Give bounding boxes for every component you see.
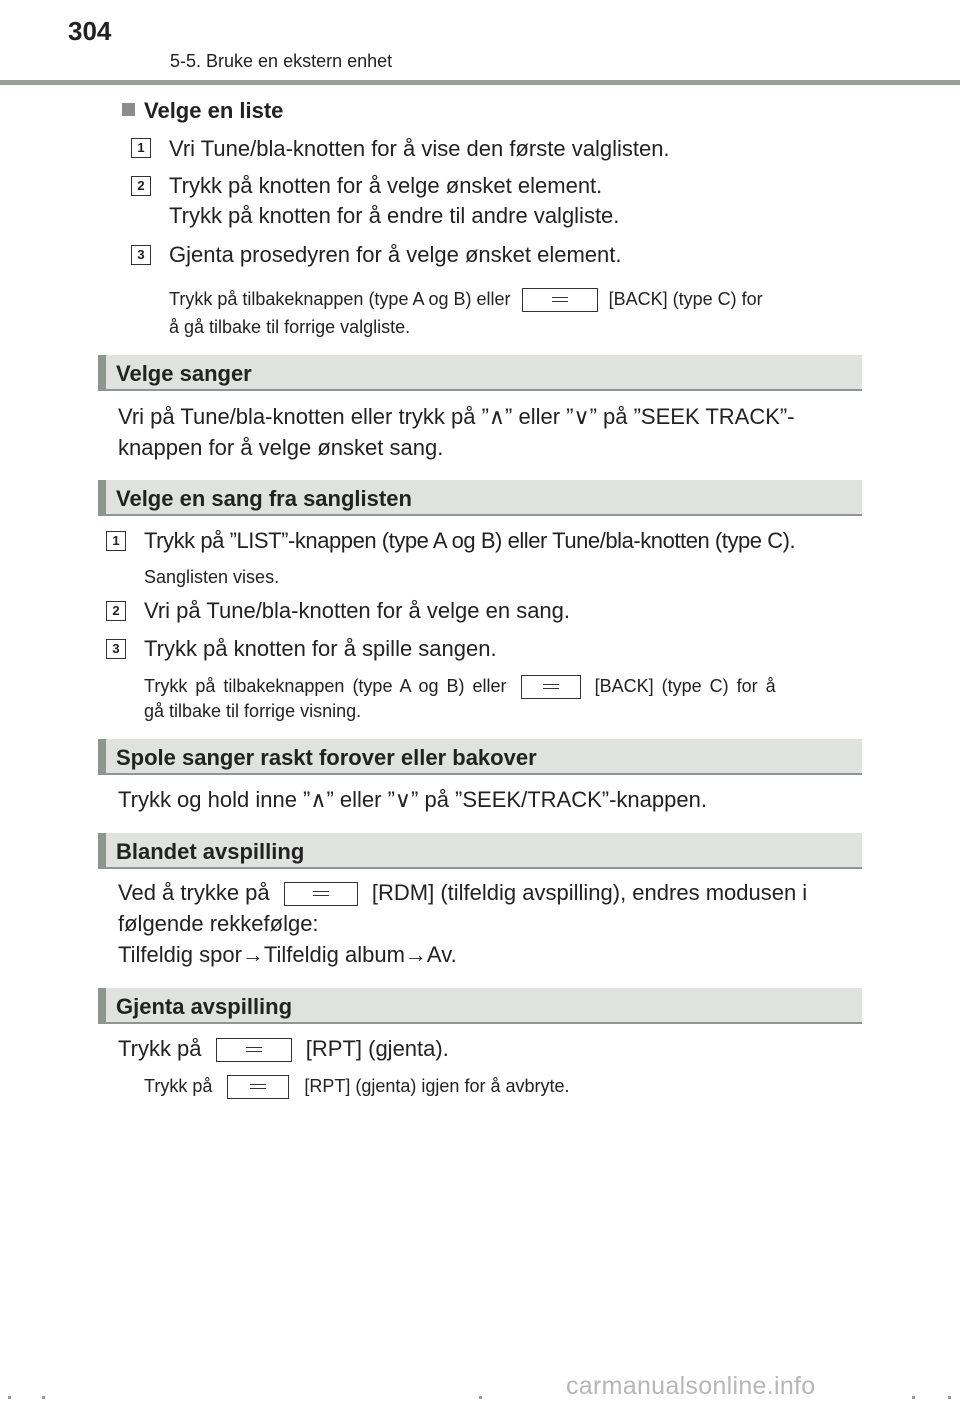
step-number-2: 2 xyxy=(131,176,151,196)
note-text: å gå tilbake til forrige valgliste. xyxy=(169,317,411,337)
body-text: [RPT] (gjenta). xyxy=(305,1036,449,1061)
note-text: gå tilbake til forrige visning. xyxy=(144,701,362,721)
section-title: Spole sanger raskt forover eller bakover xyxy=(116,745,537,770)
step-number-3: 3 xyxy=(106,639,126,659)
section-header-sanglisten xyxy=(98,480,862,516)
step-number-2: 2 xyxy=(106,601,126,621)
body-text: Vri på Tune/bla-knotten eller trykk på ”∧” eller ”∨” på ”SEEK TRACK”- xyxy=(118,404,795,429)
body-line xyxy=(118,880,807,906)
rdm-button-icon xyxy=(284,882,358,906)
section-title: Velge en sang fra sanglisten xyxy=(116,486,412,511)
note-text: Trykk på tilbakeknappen (type A og B) eller xyxy=(144,675,507,696)
chapter-title: 5-5. Bruke en ekstern enhet xyxy=(170,51,393,71)
note-line xyxy=(169,288,763,312)
body-text: Ved å trykke på xyxy=(118,880,270,905)
body-text: Trykk på xyxy=(118,1036,202,1061)
crop-mark xyxy=(948,1396,951,1399)
page-header xyxy=(0,0,960,88)
step-text: Trykk på knotten for å velge ønsket element. xyxy=(169,173,603,198)
step-text: Trykk på knotten for å endre til andre valgliste. xyxy=(169,203,620,228)
body-text: knappen for å velge ønsket sang. xyxy=(118,435,444,460)
crop-mark xyxy=(42,1396,45,1399)
crop-mark xyxy=(912,1396,915,1399)
step-text: Trykk på knotten for å spille sangen. xyxy=(144,636,497,661)
step-text: Vri på Tune/bla-knotten for å velge en sang. xyxy=(144,598,571,623)
note-line xyxy=(144,675,776,699)
step-text: Vri Tune/bla-knotten for å vise den første valglisten. xyxy=(169,136,670,161)
step-text: Trykk på ”LIST”-knappen (type A og B) eller Tune/bla-knotten (type C). xyxy=(144,528,796,553)
section-title: Velge sanger xyxy=(116,361,252,386)
section-header-gjenta xyxy=(98,988,862,1024)
note-text: Trykk på xyxy=(144,1075,213,1096)
square-bullet-icon xyxy=(122,103,135,116)
note-text: [BACK] (type C) for xyxy=(608,288,763,309)
rpt-button-icon xyxy=(216,1038,292,1062)
subheading-velge-liste: Velge en liste xyxy=(144,98,284,123)
section-header-blandet xyxy=(98,833,862,869)
section-header-velge-sanger xyxy=(98,355,862,391)
watermark-text: carmanualsonline.info xyxy=(566,1372,816,1400)
note-text: Sanglisten vises. xyxy=(144,567,280,587)
back-button-icon xyxy=(522,288,598,312)
back-button-icon xyxy=(521,675,581,699)
note-line xyxy=(144,1075,570,1099)
header-rule xyxy=(0,80,960,85)
section-title: Blandet avspilling xyxy=(116,839,305,864)
step-number-1: 1 xyxy=(106,531,126,551)
body-line xyxy=(118,1036,449,1062)
note-text: Trykk på tilbakeknappen (type A og B) eller xyxy=(169,288,511,309)
step-number-3: 3 xyxy=(131,245,151,265)
note-text: [RPT] (gjenta) igjen for å avbryte. xyxy=(304,1075,570,1096)
rpt-button-icon xyxy=(227,1075,289,1099)
body-text: Trykk og hold inne ”∧” eller ”∨” på ”SEEK/TRACK”-knappen. xyxy=(118,787,707,812)
crop-mark xyxy=(479,1396,482,1399)
page-number: 304 xyxy=(68,16,112,46)
section-header-spole xyxy=(98,739,862,775)
crop-mark xyxy=(8,1396,11,1399)
body-text: [RDM] (tilfeldig avspilling), endres modusen i xyxy=(371,880,808,905)
body-text: følgende rekkefølge: xyxy=(118,911,319,936)
body-text: Tilfeldig spor→Tilfeldig album→Av. xyxy=(118,942,457,967)
section-title: Gjenta avspilling xyxy=(116,994,293,1019)
step-number-1: 1 xyxy=(131,138,151,158)
step-text: Gjenta prosedyren for å velge ønsket element. xyxy=(169,242,622,267)
note-text: [BACK] (type C) for å xyxy=(594,675,776,696)
